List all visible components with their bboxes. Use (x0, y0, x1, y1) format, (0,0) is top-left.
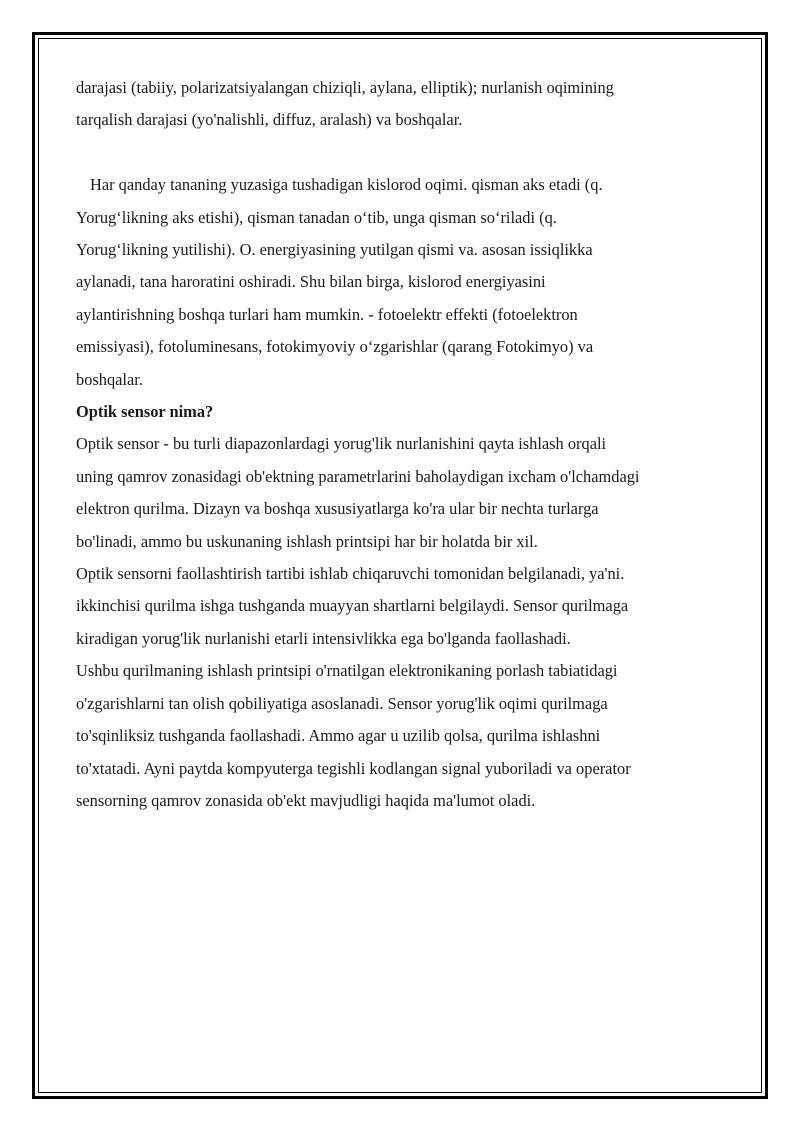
text-line: Optik sensor - bu turli diapazonlardagi yorug'lik nurlanishini qayta ishlash orqali (76, 434, 607, 454)
text-line: sensorning qamrov zonasida ob'ekt mavjudligi haqida ma'lumot oladi. (76, 790, 536, 810)
text-line: to'xtatadi. Ayni paytda kompyuterga tegishli kodlangan signal yuboriladi va operator (76, 758, 631, 778)
paragraph-optik-sensor (76, 428, 726, 558)
section-heading: Optik sensor nima? (76, 402, 214, 422)
text-line: ikkinchisi qurilma ishga tushganda muayyan shartlarni belgilaydi. Sensor qurilmaga (76, 596, 629, 616)
text-line: boshqalar. (76, 369, 143, 389)
text-line: to'sqinliksiz tushganda faollashadi. Ammo agar u uzilib qolsa, qurilma ishlashni (76, 726, 601, 746)
text-line: bo'linadi, ammo bu uskunaning ishlash printsipi har bir holatda bir xil. (76, 531, 538, 551)
text-line: Yorug‘likning aks etishi), qisman tanadan o‘tib, unga qisman so‘riladi (q. (76, 207, 557, 227)
text-line: aylantirishning boshqa turlari ham mumkin. - fotoelektr effekti (fotoelektron (76, 304, 578, 324)
text-line: Optik sensorni faollashtirish tartibi ishlab chiqaruvchi tomonidan belgilanadi, ya'ni. (76, 564, 625, 584)
paragraph-faollashtirish (76, 558, 726, 655)
paragraph-ishlash-printsipi (76, 655, 726, 817)
document-body (76, 72, 726, 817)
text-line: tarqalish darajasi (yo'nalishli, diffuz, aralash) va boshqalar. (76, 110, 463, 130)
text-line: Yorug‘likning yutilishi). O. energiyasining yutilgan qismi va. asosan issiqlikka (76, 240, 593, 260)
paragraph-kislorod (76, 169, 726, 396)
text-line: kiradigan yorug'lik nurlanishi etarli intensivlikka ega bo'lganda faollashadi. (76, 628, 571, 648)
text-line: elektron qurilma. Dizayn va boshqa xususiyatlarga ko'ra ular bir nechta turlarga (76, 499, 599, 519)
paragraph-nurlanish (76, 72, 726, 137)
paragraph-gap (76, 137, 726, 169)
text-line: emissiyasi), fotoluminesans, fotokimyoviy o‘zgarishlar (qarang Fotokimyo) va (76, 337, 594, 357)
text-line: Ushbu qurilmaning ishlash printsipi o'rnatilgan elektronikaning porlash tabiatidagi (76, 661, 618, 681)
text-line: o'zgarishlarni tan olish qobiliyatiga asoslanadi. Sensor yorug'lik oqimi qurilmaga (76, 693, 608, 713)
text-line: uning qamrov zonasidagi ob'ektning parametrlarini baholaydigan ixcham o'lchamdagi (76, 466, 640, 486)
text-line: aylanadi, tana haroratini oshiradi. Shu bilan birga, kislorod energiyasini (76, 272, 546, 292)
text-line: Har qanday tananing yuzasiga tushadigan kislorod oqimi. qisman aks etadi (q. (90, 175, 603, 195)
text-line: darajasi (tabiiy, polarizatsiyalangan chiziqli, aylana, elliptik); nurlanish oqimining (76, 78, 614, 97)
